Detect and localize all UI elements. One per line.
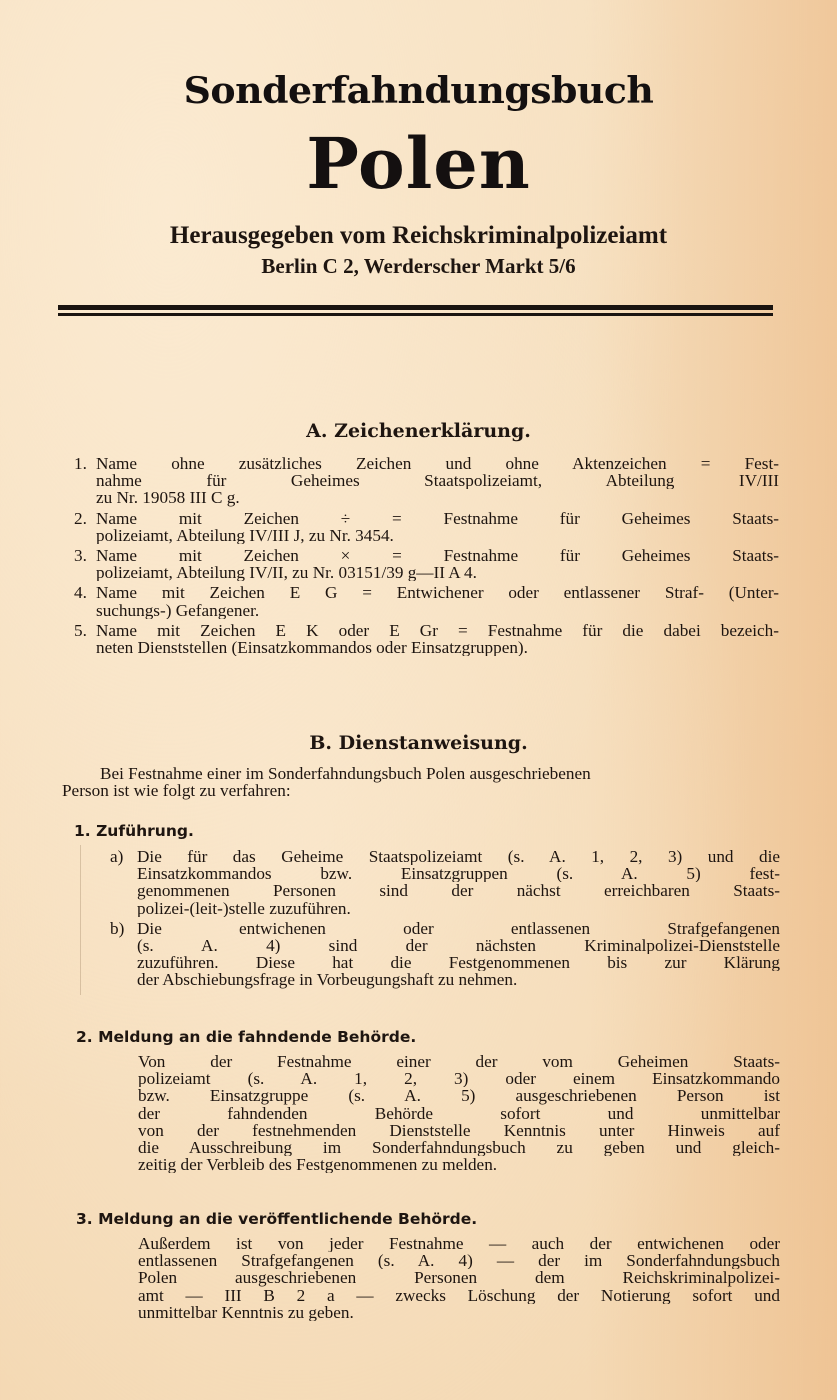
part-1-body [110,848,780,992]
item-line: Name mit Zeichen E G = Entwichener oder entlassener Straf- (Unter- [96,584,779,602]
item-line: Name mit Zeichen × = Festnahme für Geheimes Staats- [96,547,779,565]
part-2-line: bzw. Einsatzgruppe (s. A. 5) ausgeschriebenen Person ist [138,1087,780,1105]
item-number: 2. [74,508,87,528]
section-b-intro [62,765,782,799]
intro-line: Person ist wie folgt zu verfahren: [62,781,291,801]
list-item [74,622,779,656]
item-line: nahme für Geheimes Staatspolizeiamt, Abteilung IV/III [96,472,779,490]
rule-thick [58,305,773,310]
part-3-heading: 3. Meldung an die veröffentlichende Behörde. [76,1210,478,1228]
part-2-line: polizeiamt (s. A. 1, 2, 3) oder einem Einsatzkommando [138,1070,780,1088]
part-2-body [138,1053,780,1173]
document-title: Sonderfahndungsbuch [183,70,654,112]
intro-line: Bei Festnahme einer im Sonderfahndungsbuch Polen ausgeschriebenen [100,764,591,783]
sub-item-b [110,920,780,989]
item-number: 5. [74,620,87,640]
item-number: 1. [74,454,87,473]
publisher-line: Herausgegeben vom Reichskriminalpolizeiamt [169,222,668,249]
list-item [74,547,779,581]
part-3-body [138,1235,780,1321]
item-line: Name mit Zeichen ÷ = Festnahme für Geheimes Staats- [96,509,779,527]
item-line: Name ohne zusätzliches Zeichen und ohne Aktenzeichen = Fest- [96,455,779,473]
sub-item-line: der Abschiebungsfrage in Vorbeugungshaft zu nehmen. [137,971,518,989]
sub-item-line: Die entwichenen oder entlassenen Strafgefangenen [137,919,780,938]
item-line: Name mit Zeichen E K oder E Gr = Festnahme für die dabei bezeich- [96,621,779,640]
sub-item-label: a) [110,847,124,866]
sub-item-line: Die für das Geheime Staatspolizeiamt (s. A. 1, 2, 3) und die [137,848,780,866]
section-a-list [74,455,779,659]
part-3-line: entlassenen Strafgefangenen (s. A. 4) — der im Sonderfahndungsbuch [138,1252,780,1270]
part-2-heading: 2. Meldung an die fahndende Behörde. [76,1028,417,1046]
address-line: Berlin C 2, Werderscher Markt 5/6 [261,254,576,278]
part-2-line: zeitig der Verbleib des Festgenommenen zu melden. [138,1156,498,1174]
section-a-heading: A. Zeichenerklärung. [306,420,531,442]
list-item [74,455,779,507]
part-2-line: die Ausschreibung im Sonderfahndungsbuch zu geben und gleich- [138,1139,780,1157]
header-double-rule [58,305,773,317]
item-line: polizeiamt, Abteilung IV/II, zu Nr. 03151/39 g—II A 4. [96,564,477,582]
rule-thin [58,313,773,316]
list-item [74,510,779,544]
item-line: zu Nr. 19058 III C g. [96,489,240,507]
item-line: neten Dienststellen (Einsatzkommandos oder Einsatzgruppen). [96,639,528,657]
item-number: 4. [74,583,87,603]
part-2-line: der fahndenden Behörde sofort und unmittelbar [138,1104,780,1122]
sub-item-line: polizei-(leit-)stelle zuzuführen. [137,899,351,917]
sub-item-line: zuzuführen. Diese hat die Festgenommenen bis zur Klärung [137,954,780,972]
part-3-line: unmittelbar Kenntnis zu geben. [138,1303,354,1322]
part-1-heading: 1. Zuführung. [74,822,194,840]
part-3-line: amt — III B 2 a — zwecks Löschung der Notierung sofort und [138,1286,780,1304]
document-subtitle: Polen [306,122,531,205]
part-3-line: Außerdem ist von jeder Festnahme — auch der entwichenen oder [138,1235,780,1253]
item-line: suchungs-) Gefangener. [96,601,260,619]
sub-item-line: Einsatzkommandos bzw. Einsatzgruppen (s. A. 5) fest- [137,865,780,883]
item-line: polizeiamt, Abteilung IV/III J, zu Nr. 3454. [96,526,394,545]
sub-item-a [110,848,780,917]
item-number: 3. [74,546,87,566]
sub-item-label: b) [110,918,125,938]
paper-crease [80,845,81,995]
list-item [74,584,779,618]
section-b-heading: B. Dienstanweisung. [309,732,528,754]
part-2-line: von der festnehmenden Dienststelle Kenntnis unter Hinweis auf [138,1121,780,1140]
part-3-line: Polen ausgeschriebenen Personen dem Reichskriminalpolizei- [138,1269,780,1287]
sub-item-line: (s. A. 4) sind der nächsten Kriminalpolizei-Dienststelle [137,937,780,955]
sub-item-line: genommenen Personen sind der nächst erreichbaren Staats- [137,882,780,900]
part-2-line: Von der Festnahme einer der vom Geheimen Staats- [138,1053,780,1071]
